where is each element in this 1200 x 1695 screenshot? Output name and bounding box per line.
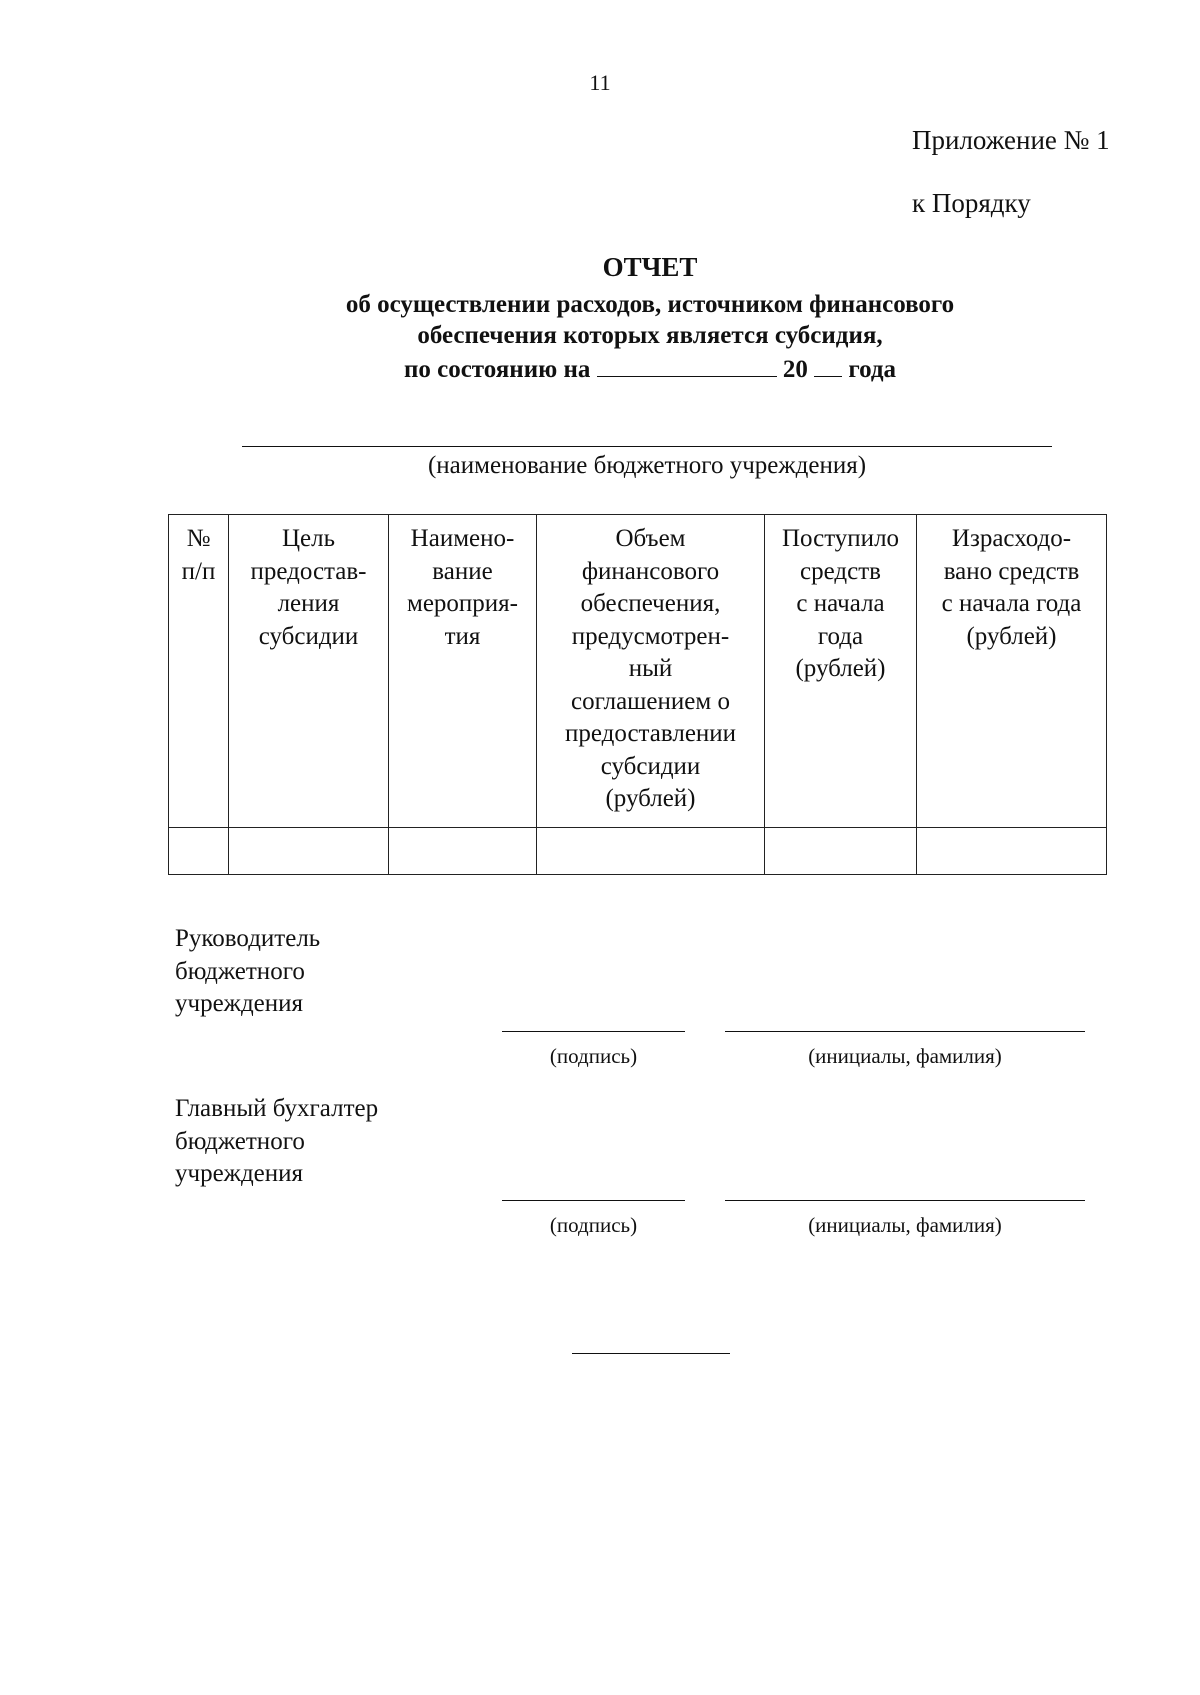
title-line-3 (150, 351, 1150, 385)
appendix-reference: к Порядку (912, 188, 1031, 218)
table-row (169, 828, 1107, 875)
header-funding-volume: Объем финансового обеспечения, предусмотрен- ный соглашением о предоставлении субсидии (рублей) (537, 515, 765, 828)
accountant-name-line (725, 1200, 1085, 1201)
date-blank (597, 351, 777, 377)
table-cell (917, 828, 1107, 875)
title-year: 20 (782, 356, 808, 383)
accountant-signature-line (502, 1200, 685, 1201)
table-cell (537, 828, 765, 875)
head-signature-line (502, 1031, 685, 1032)
title-line-1: об осуществлении расходов, источником финансового (345, 291, 955, 318)
table-cell (765, 828, 917, 875)
document-title: ОТЧЕТ (602, 252, 698, 282)
appendix-label: Приложение № 1 (912, 125, 1110, 155)
institution-caption: (наименование бюджетного учреждения) (427, 452, 867, 479)
header-received: Поступило средств с начала года (рублей) (765, 515, 917, 828)
title-date-prefix: по состоянию на (403, 356, 591, 383)
header-number: № п/п (169, 515, 229, 828)
title-year-suffix: года (848, 356, 897, 383)
table-cell (229, 828, 389, 875)
header-purpose: Цель предостав- ления субсидии (229, 515, 389, 828)
title-line-2: обеспечения которых является субсидия, (417, 322, 883, 349)
page-number: 11 (589, 70, 611, 95)
table-header-row (169, 515, 1107, 828)
table-cell (389, 828, 537, 875)
institution-name-line (242, 446, 1052, 447)
head-signature-caption: (подпись) (549, 1044, 638, 1068)
head-name-caption: (инициалы, фамилия) (808, 1044, 1002, 1068)
year-blank (814, 351, 842, 377)
document-title-block (150, 252, 1150, 385)
header-event-name: Наимено- вание мероприя- тия (389, 515, 537, 828)
head-role-label: Руководитель бюджетного учреждения (175, 925, 321, 1017)
table-cell (169, 828, 229, 875)
accountant-name-caption: (инициалы, фамилия) (808, 1213, 1002, 1237)
header-spent: Израсходо- вано средств с начала года (рублей) (917, 515, 1107, 828)
end-separator-line (572, 1353, 730, 1354)
head-name-line (725, 1031, 1085, 1032)
accountant-role-label: Главный бухгалтер бюджетного учреждения (175, 1095, 379, 1187)
report-table (168, 514, 1107, 875)
accountant-signature-caption: (подпись) (549, 1213, 638, 1237)
